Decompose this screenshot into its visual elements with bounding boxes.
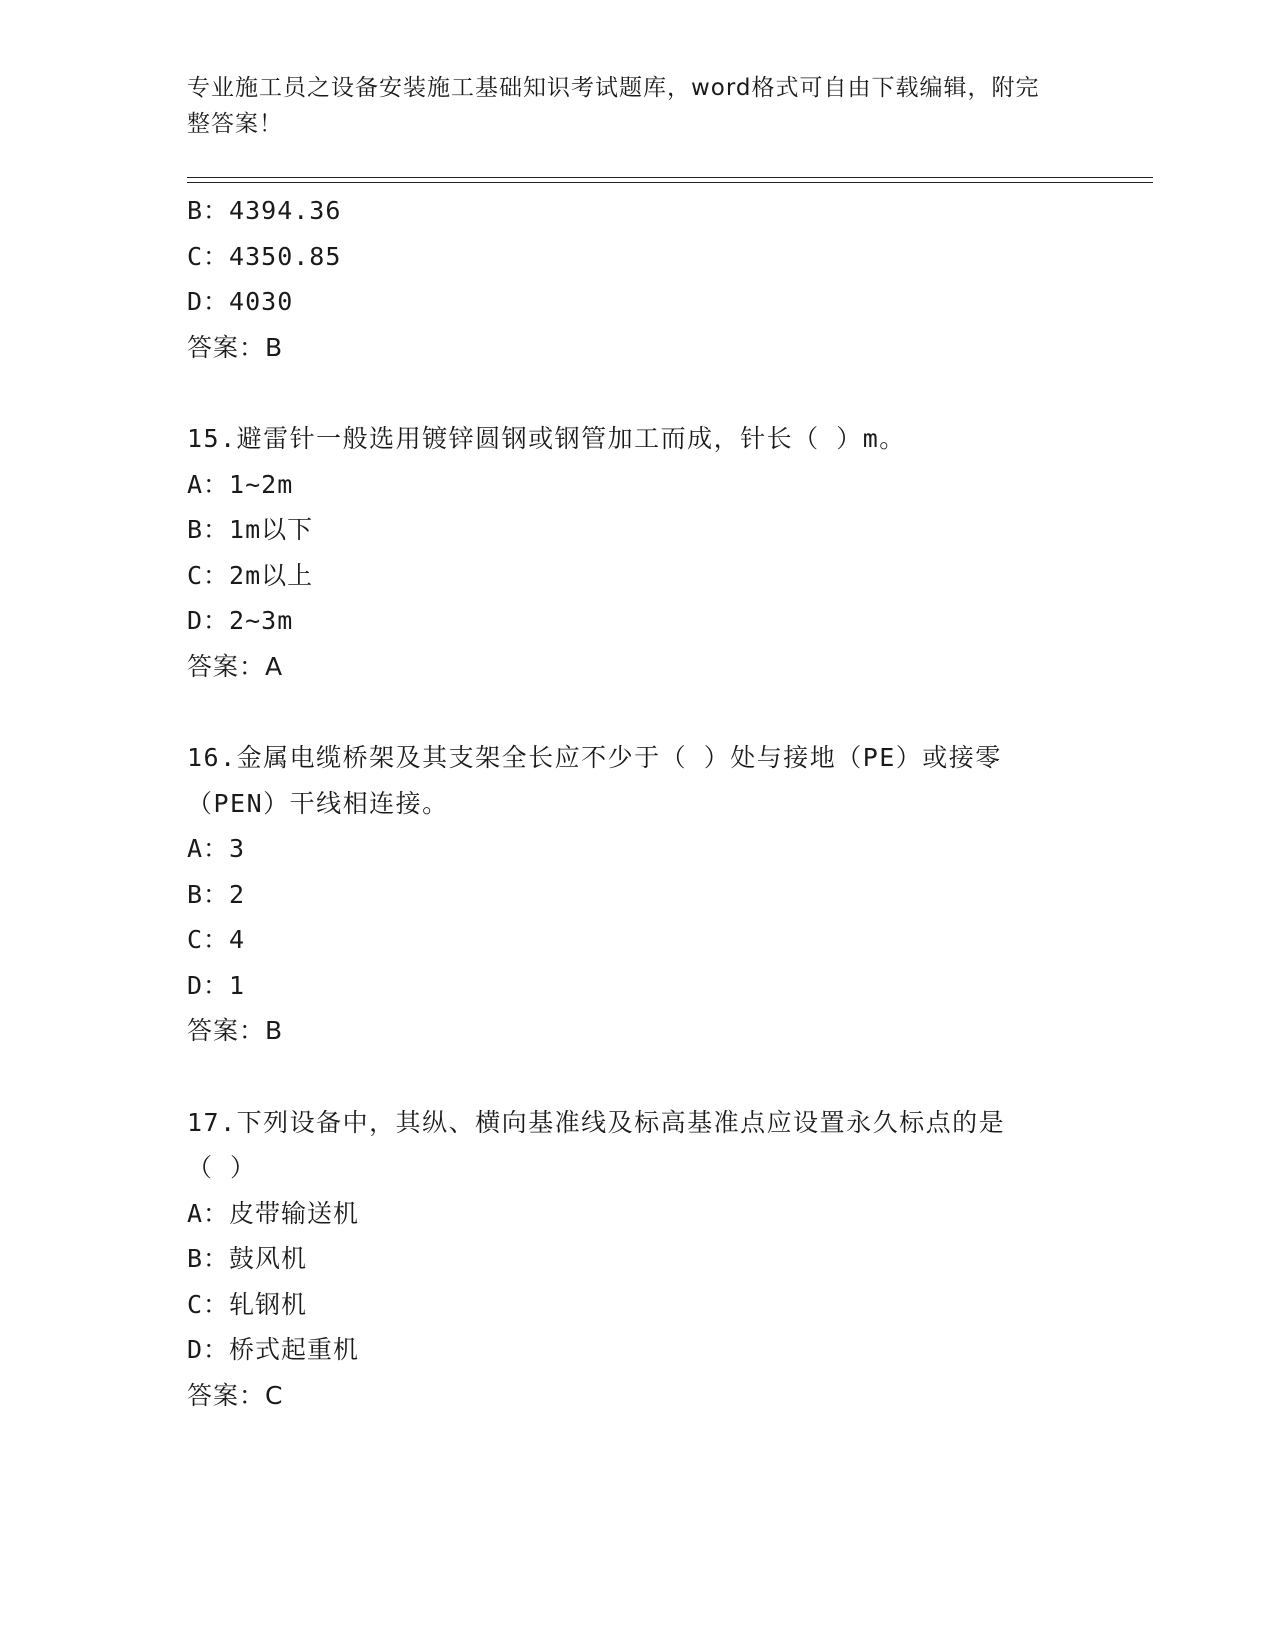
option-b: B：1m以下 [187, 515, 314, 544]
option-c: C：4350.85 [187, 241, 342, 271]
document-header [187, 70, 1087, 142]
option-a: A：1~2m [187, 469, 294, 499]
question-16 [187, 735, 1087, 1054]
header-title-line2: 整答案！ [187, 111, 283, 137]
header-divider-top [187, 177, 1153, 178]
option-c: C：轧钢机 [187, 1289, 308, 1319]
answer-line: 答案：B [187, 332, 284, 362]
option-d: D：2~3m [187, 606, 294, 635]
option-b: B：鼓风机 [187, 1244, 308, 1273]
option-b: B：2 [187, 879, 246, 909]
question-text-line1: 17.下列设备中，其纵、横向基准线及标高基准点应设置永久标点的是 [187, 1107, 1006, 1137]
header-divider-bottom [187, 182, 1153, 183]
question-text-line1: 16.金属电缆桥架及其支架全长应不少于（ ）处与接地（PE）或接零 [187, 743, 1002, 772]
question-list [187, 188, 1087, 1418]
option-a: A：皮带输送机 [187, 1198, 360, 1228]
option-d: D：1 [187, 970, 246, 1000]
question-14-tail [187, 188, 1087, 370]
question-text-line2: （PEN）干线相连接。 [187, 788, 449, 818]
header-title-line1: 专业施工员之设备安装施工基础知识考试题库，word格式可自由下载编辑，附完 [187, 75, 1040, 101]
answer-line: 答案：B [187, 1016, 284, 1045]
option-c: C：2m以上 [187, 560, 314, 590]
question-17 [187, 1100, 1087, 1419]
option-c: C：4 [187, 925, 246, 954]
answer-line: 答案：C [187, 1380, 284, 1410]
option-b: B：4394.36 [187, 196, 342, 225]
question-15 [187, 416, 1087, 689]
question-text-line2: （ ） [187, 1153, 257, 1182]
option-a: A：3 [187, 834, 246, 863]
option-d: D：桥式起重机 [187, 1335, 360, 1364]
question-text: 15.避雷针一般选用镀锌圆钢或钢管加工而成，针长（ ）m。 [187, 424, 906, 453]
option-d: D：4030 [187, 287, 294, 316]
answer-line: 答案：A [187, 651, 284, 681]
